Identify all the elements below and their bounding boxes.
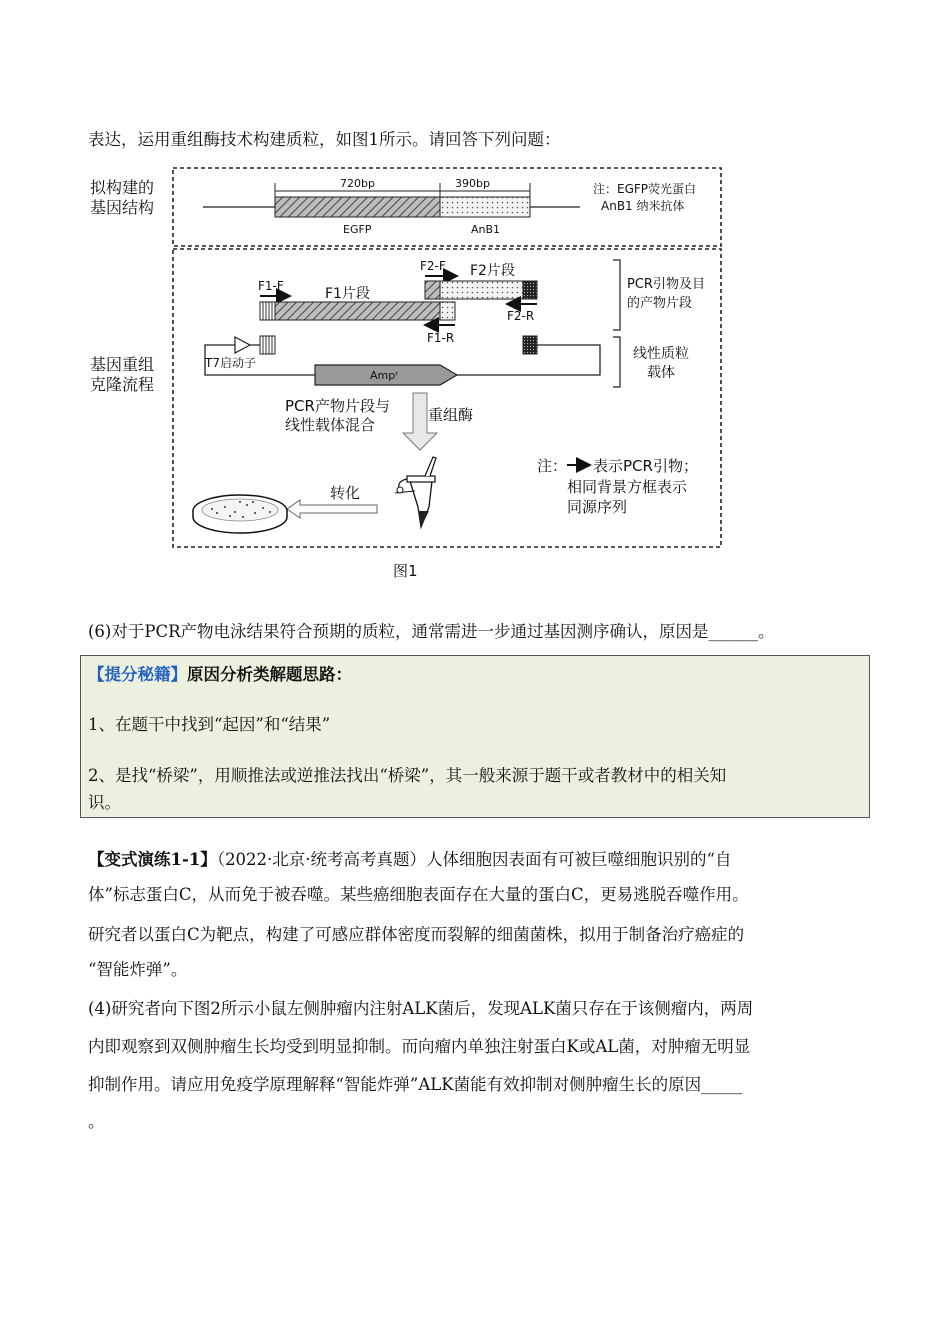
f2-fragment xyxy=(440,281,523,299)
bp-egfp: 720bp xyxy=(340,177,375,190)
primer-f2f: F2-F xyxy=(420,259,446,273)
vector-label-1: 线性质粒 xyxy=(633,346,689,362)
tip-item-2b: 识。 xyxy=(88,793,121,812)
variant-line-1-text: （2022·北京·统考高考真题）人体细胞因表面有可被巨噬细胞识别的“自 xyxy=(216,850,732,869)
seg-anb1-label: AnB1 xyxy=(471,223,501,236)
pcr-label-1: PCR引物及目 xyxy=(627,277,705,292)
f2-tail xyxy=(523,281,537,299)
flow-label-1: 基因重组 xyxy=(90,355,155,374)
frag-f2: F2片段 xyxy=(470,263,515,279)
tip-box xyxy=(80,655,870,818)
variant-line-1 xyxy=(88,848,731,872)
mix-text-2: 线性载体混合 xyxy=(285,416,376,434)
note-bottom-1b: 表示PCR引物； xyxy=(593,457,698,475)
bp-anb1: 390bp xyxy=(455,177,490,190)
primer-f1r: F1-R xyxy=(427,331,455,345)
variant-tag: 【变式演练1-1】 xyxy=(88,850,217,869)
variant-line-4: “智能炸弹”。 xyxy=(88,960,188,979)
tip-title: 原因分析类解题思路： xyxy=(187,665,352,684)
amp-label: Ampʳ xyxy=(370,369,399,382)
seg-egfp-label: EGFP xyxy=(343,223,372,236)
tip-item-2a: 2、是找“桥梁”，用顺推法或逆推法找出“桥梁”，其一般来源于题干或者教材中的相关知 xyxy=(88,766,727,785)
frag-f1: F1片段 xyxy=(325,286,370,302)
pcr-label-2: 的产物片段 xyxy=(627,296,693,311)
flow-label-2: 克隆流程 xyxy=(90,375,155,394)
t7-promoter-triangle xyxy=(235,337,250,353)
vector-label-2: 载体 xyxy=(647,365,675,381)
left-arrow xyxy=(287,500,377,518)
intro-text: 表达，运用重组酶技术构建质粒，如图1所示。请回答下列问题： xyxy=(88,130,561,149)
top-label-1: 拟构建的 xyxy=(90,178,155,197)
variant-line-7: 抑制作用。请应用免疫学原理解释“智能炸弹”ALK菌能有效抑制对侧肿瘤生长的原因_____ xyxy=(88,1075,743,1094)
tube-icon xyxy=(395,457,436,527)
figure-1 xyxy=(85,165,735,585)
note-bottom-3: 同源序列 xyxy=(567,498,628,516)
vector-dark-box xyxy=(523,336,537,354)
note-top-1: 注：EGFP荧光蛋白 xyxy=(593,182,697,196)
variant-line-3: 研究者以蛋白C为靶点，构建了可感应群体密度而裂解的细菌菌株，拟用于制备治疗癌症的 xyxy=(88,925,745,944)
variant-line-6: 内即观察到双侧肿瘤生长均受到明显抑制。而向瘤内单独注射蛋白K或AL菌，对肿瘤无明显 xyxy=(88,1037,751,1056)
mix-text-1: PCR产物片段与 xyxy=(285,397,390,415)
egfp-segment xyxy=(275,197,440,217)
primer-f1f: F1-F xyxy=(258,279,284,293)
f1-tail xyxy=(440,302,455,320)
variant-line-5: (4)研究者向下图2所示小鼠左侧肿瘤内注射ALK菌后，发现ALK菌只存在于该侧瘤内，两周 xyxy=(88,999,754,1018)
note-bottom-1: 注： xyxy=(537,457,568,475)
top-label-2: 基因结构 xyxy=(90,198,155,217)
petri-dish-icon xyxy=(193,495,287,533)
note-top-2: AnB1 纳米抗体 xyxy=(601,199,685,213)
enzyme-label: 重组酶 xyxy=(428,406,474,424)
f1-stripe xyxy=(260,302,275,320)
variant-line-8: 。 xyxy=(88,1112,105,1131)
variant-line-2: 体”标志蛋白C，从而免于被吞噬。某些癌细胞表面存在大量的蛋白C，更易逃脱吞噬作用。 xyxy=(88,885,749,904)
transform-label: 转化 xyxy=(330,484,361,502)
question-6: (6)对于PCR产物电泳结果符合预期的质粒，通常需进一步通过基因测序确认，原因是______。 xyxy=(88,622,775,641)
vector-stripe xyxy=(260,336,275,354)
f2-head xyxy=(425,281,440,299)
tip-tag: 【提分秘籍】 xyxy=(88,665,187,684)
figure-caption: 图1 xyxy=(393,562,418,580)
primer-f2r: F2-R xyxy=(507,309,535,323)
anb1-segment xyxy=(440,197,530,217)
f1-fragment xyxy=(275,302,440,320)
note-bottom-2: 相同背景方框表示 xyxy=(567,478,688,496)
t7-promoter-label: T7启动子 xyxy=(205,356,256,370)
tip-item-1: 1、在题干中找到“起因”和“结果” xyxy=(88,715,331,734)
